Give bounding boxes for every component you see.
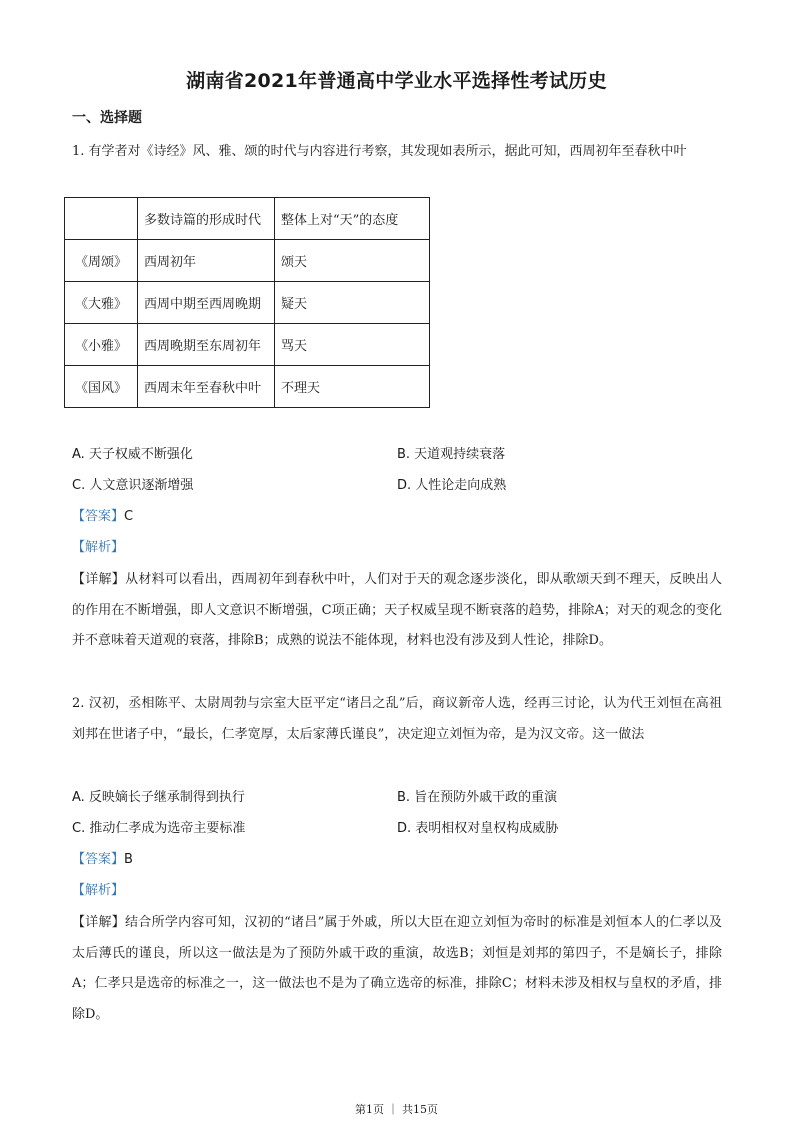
table-cell: 多数诗篇的形成时代	[138, 198, 275, 240]
table-cell: 颂天	[275, 240, 430, 282]
table-cell: 骂天	[275, 324, 430, 366]
section-heading: 一、选择题	[72, 110, 142, 126]
detail-text: 从材料可以看出，西周初年到春秋中叶，人们对于天的观念逐步淡化，即从歌颂天到不理天，反映出人的作用在不断增强，即人文意识不断增强，C项正确；天子权威呈现不断衰落的趋势，排除A；对天的观念的变化并不意味着天道观的衰落，排除B；成熟的说法不能体现，材料也没有涉及到人性论，排除D。	[72, 572, 722, 648]
table-cell: 西周中期至西周晚期	[138, 282, 275, 324]
q1-option-a: A. 天子权威不断强化	[72, 447, 193, 462]
table-cell: 西周末年至春秋中叶	[138, 366, 275, 408]
q2-option-d: D. 表明相权对皇权构成威胁	[397, 821, 559, 836]
q1-analysis-label: 【解析】	[72, 540, 125, 555]
q1-option-b: B. 天道观持续衰落	[397, 447, 506, 462]
q1-option-c: C. 人文意识逐渐增强	[72, 478, 194, 493]
table-cell: 《大雅》	[65, 282, 138, 324]
document-title: 湖南省2021年普通高中学业水平选择性考试历史	[186, 70, 607, 92]
table-cell: 整体上对“天”的态度	[275, 198, 430, 240]
question-1-table	[64, 197, 430, 408]
q2-option-b: B. 旨在预防外戚干政的重演	[397, 790, 558, 805]
table-cell	[65, 198, 138, 240]
question-1-stem: 1. 有学者对《诗经》风、雅、颂的时代与内容进行考察，其发现如表所示，据此可知，西周初年至春秋中叶	[72, 144, 687, 159]
table-row	[65, 366, 430, 408]
q2-option-a: A. 反映嫡长子继承制得到执行	[72, 790, 245, 805]
question-2-stem: 2. 汉初，丞相陈平、太尉周勃与宗室大臣平定“诸吕之乱”后，商议新帝人选，经再三讨论，认为代王刘恒在高祖刘邦在世诸子中，“最长，仁孝宽厚，太后家薄氏谨良”，决定迎立刘恒为帝，是为汉文帝。这一做法	[72, 696, 722, 742]
answer-value: B	[124, 852, 133, 867]
table-cell: 西周初年	[138, 240, 275, 282]
page-footer: 第1页 ｜ 共15页	[355, 1103, 438, 1116]
table-cell: 《国风》	[65, 366, 138, 408]
table-cell: 疑天	[275, 282, 430, 324]
detail-text: 结合所学内容可知，汉初的“诸吕”属于外戚，所以大臣在迎立刘恒为帝时的标准是刘恒本人的仁孝以及太后薄氏的谨良，所以这一做法是为了预防外戚干政的重演，故选B；刘恒是刘邦的第四子，不是嫡长子，排除A；仁孝只是选帝的标准之一，这一做法也不是为了确立选帝的标准，排除C；材料未涉及相权与皇权的矛盾，排除D。	[72, 915, 722, 1022]
q1-answer	[72, 507, 133, 527]
table-row	[65, 240, 430, 282]
q2-option-c: C. 推动仁孝成为选帝主要标准	[72, 821, 246, 836]
detail-label: 【详解】	[72, 572, 126, 587]
q2-answer	[72, 850, 133, 870]
answer-value: C	[124, 509, 134, 524]
table-header-row	[65, 198, 430, 240]
answer-label: 【答案】	[72, 852, 125, 867]
q1-option-d: D. 人性论走向成熟	[397, 478, 507, 493]
q2-analysis-label: 【解析】	[72, 883, 125, 898]
table-cell: 西周晚期至东周初年	[138, 324, 275, 366]
q2-detail	[72, 908, 722, 1030]
answer-label: 【答案】	[72, 509, 125, 524]
table-cell: 《小雅》	[65, 324, 138, 366]
table-cell: 不理天	[275, 366, 430, 408]
table-row	[65, 282, 430, 324]
detail-label: 【详解】	[72, 915, 126, 930]
table-cell: 《周颂》	[65, 240, 138, 282]
table-row	[65, 324, 430, 366]
q1-detail	[72, 565, 722, 657]
